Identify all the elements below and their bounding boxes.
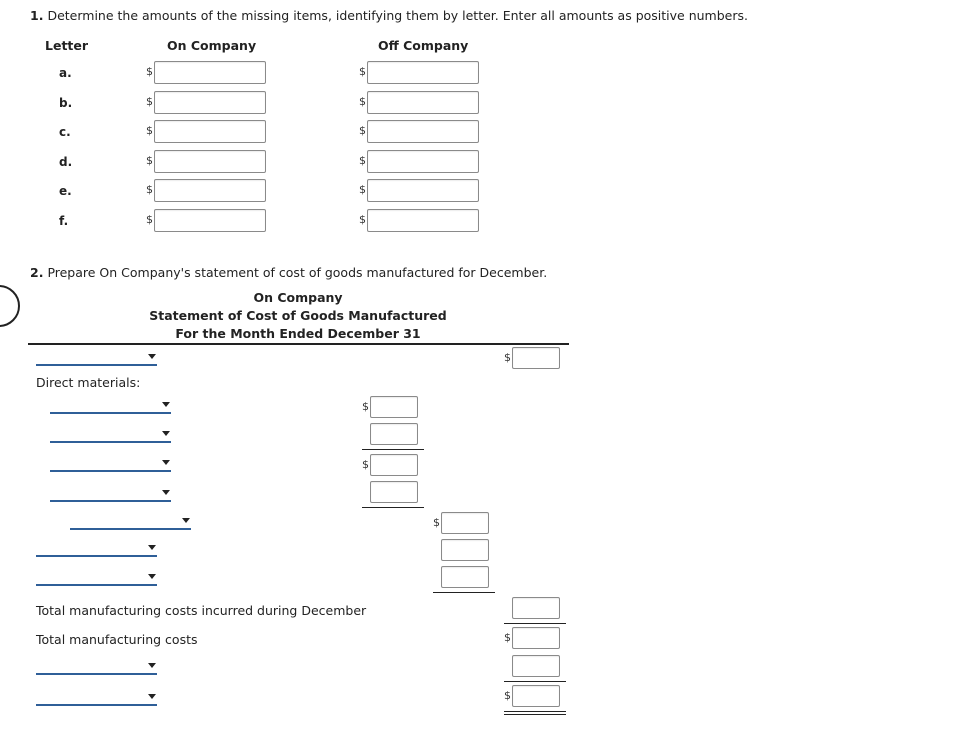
dm-item-select-4[interactable]: [50, 485, 171, 502]
off-company-input[interactable]: [367, 209, 479, 232]
currency-symbol: $: [359, 95, 366, 108]
total-incurred-input[interactable]: [512, 597, 560, 619]
currency-symbol: $: [146, 154, 153, 167]
double-rule-bottom: [504, 714, 566, 715]
cost-amount-input-2[interactable]: [441, 566, 489, 588]
currency-symbol: $: [504, 351, 511, 364]
currency-symbol: $: [146, 95, 153, 108]
on-company-input[interactable]: [154, 120, 266, 143]
ending-amount-input[interactable]: [512, 655, 560, 677]
statement-company: On Company: [253, 290, 343, 305]
on-company-input[interactable]: [154, 209, 266, 232]
off-company-input[interactable]: [367, 61, 479, 84]
currency-symbol: $: [359, 65, 366, 78]
cogm-item-select[interactable]: [36, 689, 157, 706]
subtotal-rule: [433, 592, 495, 593]
ending-item-select[interactable]: [36, 658, 157, 675]
statement-title: Statement of Cost of Goods Manufactured: [149, 308, 447, 323]
off-company-input[interactable]: [367, 179, 479, 202]
off-company-input[interactable]: [367, 120, 479, 143]
dm-amount-input-3[interactable]: [370, 454, 418, 476]
dm-amount-input-4[interactable]: [370, 481, 418, 503]
row-letter: d.: [59, 155, 73, 169]
statement-period: For the Month Ended December 31: [175, 326, 421, 341]
dm-total-select[interactable]: [70, 513, 191, 530]
dm-item-select-1[interactable]: [50, 397, 171, 414]
currency-symbol: $: [359, 183, 366, 196]
on-company-column-header: On Company: [167, 38, 257, 53]
currency-symbol: $: [504, 689, 511, 702]
currency-symbol: $: [359, 213, 366, 226]
header-rule: [28, 343, 569, 345]
subtotal-rule: [504, 623, 566, 624]
part2-instruction: 2. Prepare On Company's statement of cost of goods manufactured for December.: [30, 265, 548, 280]
row-letter: f.: [59, 214, 69, 228]
currency-symbol: $: [433, 516, 440, 529]
on-company-input[interactable]: [154, 91, 266, 114]
dm-item-select-3[interactable]: [50, 455, 171, 472]
dm-amount-input-2[interactable]: [370, 423, 418, 445]
total-costs-label: Total manufacturing costs: [36, 632, 198, 647]
total-incurred-label: Total manufacturing costs incurred during December: [36, 603, 367, 618]
cogm-amount-input[interactable]: [512, 685, 560, 707]
part1-instruction: 1. Determine the amounts of the missing items, identifying them by letter. Enter all amounts as positive numbers.: [30, 8, 748, 23]
currency-symbol: $: [146, 124, 153, 137]
direct-materials-label: Direct materials:: [36, 375, 141, 390]
on-company-input[interactable]: [154, 179, 266, 202]
currency-symbol: $: [146, 213, 153, 226]
currency-symbol: $: [362, 458, 369, 471]
beginning-amount-input[interactable]: [512, 347, 560, 369]
currency-symbol: $: [362, 400, 369, 413]
subtotal-rule: [504, 681, 566, 682]
cost-item-select-2[interactable]: [36, 569, 157, 586]
dm-item-select-2[interactable]: [50, 426, 171, 443]
currency-symbol: $: [359, 154, 366, 167]
currency-symbol: $: [359, 124, 366, 137]
double-rule-top: [504, 711, 566, 712]
cost-item-select-1[interactable]: [36, 540, 157, 557]
currency-symbol: $: [504, 631, 511, 644]
cost-amount-input-1[interactable]: [441, 539, 489, 561]
off-company-column-header: Off Company: [378, 38, 469, 53]
on-company-input[interactable]: [154, 150, 266, 173]
currency-symbol: $: [146, 183, 153, 196]
row-letter: a.: [59, 66, 72, 80]
row-letter: e.: [59, 184, 72, 198]
total-costs-input[interactable]: [512, 627, 560, 649]
circle-icon: [0, 285, 20, 327]
letter-column-header: Letter: [45, 38, 89, 53]
on-company-input[interactable]: [154, 61, 266, 84]
off-company-input[interactable]: [367, 150, 479, 173]
subtotal-rule: [362, 449, 424, 450]
row-letter: b.: [59, 96, 73, 110]
off-company-input[interactable]: [367, 91, 479, 114]
dm-amount-input-1[interactable]: [370, 396, 418, 418]
subtotal-rule: [362, 507, 424, 508]
currency-symbol: $: [146, 65, 153, 78]
row-letter: c.: [59, 125, 71, 139]
beginning-item-select[interactable]: [36, 349, 157, 366]
dm-total-input[interactable]: [441, 512, 489, 534]
